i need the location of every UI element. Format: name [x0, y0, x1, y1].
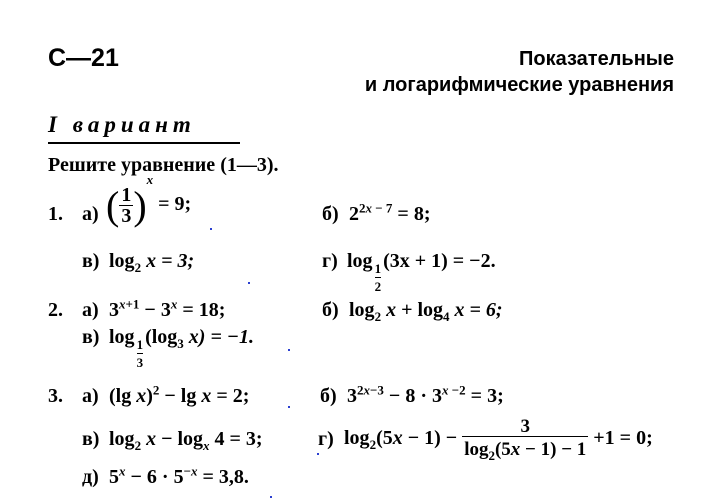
instruction: Решите уравнение (1—3).	[48, 154, 279, 176]
scan-speck	[270, 496, 272, 498]
problem-1a-label: а)	[82, 203, 99, 225]
problem-1v-rhs: x = 3;	[141, 250, 195, 272]
scan-speck	[317, 453, 319, 455]
variant-heading: I вариант	[48, 112, 196, 137]
problem-1b-rhs: = 8;	[392, 203, 431, 225]
worksheet-title-line1: Показательные	[519, 48, 674, 70]
problem-1g-label: г)	[322, 250, 338, 272]
problem-1a-equation: ( $\frac{1}{3}$ )$^x$ = 9;	[106, 172, 192, 228]
scan-speck	[210, 228, 212, 230]
problem-2a-label: а)	[82, 299, 99, 321]
problem-3-number: 3.	[48, 385, 63, 407]
worksheet-code: С—21	[48, 44, 119, 72]
problem-2-number: 2.	[48, 299, 63, 321]
problem-3b-equation: $3^{2x-3} - 8 \cdot 3^{x -2} = 3$;	[347, 382, 504, 407]
problem-3d-equation: $5^x - 6 \cdot 5^{-x} = 3,8$.	[109, 463, 249, 488]
problem-3a-equation: (lg x)$^2$ − lg x = 2;	[109, 382, 250, 407]
problem-3a-label: а)	[82, 385, 99, 407]
scan-speck	[288, 406, 290, 408]
worksheet-title-line2: и логарифмические уравнения	[364, 74, 674, 96]
problem-1b-equation: $2^{2x - 7} = 8$;	[349, 200, 431, 225]
problem-2a-rhs: = 18;	[177, 299, 226, 321]
problem-1v-label: в)	[82, 250, 100, 272]
problem-1g-rhs: (3x + 1) = −2.	[383, 250, 496, 272]
problem-2v-equation: log $\frac{1}{3}$ ($\log_3$ x) = −1.	[109, 326, 254, 370]
scan-speck	[288, 349, 290, 351]
problem-3g-equation: $\log_2(5x - 1)$ − $\frac{3}{\log_2(5x - 1) - 1}$ +1 = 0;	[344, 416, 653, 463]
problem-3g-label: г)	[318, 428, 334, 450]
problem-3b-label: б)	[320, 385, 337, 407]
problem-2b-rhs: x = 6;	[449, 299, 503, 321]
problem-2a-equation: $3^{x+1} - 3^x = 18$;	[109, 296, 226, 321]
problem-3d-label: д)	[82, 466, 99, 488]
variant-underline	[48, 142, 240, 144]
problem-3v-equation: $\log_2 x - \log_x 4 = 3$;	[109, 428, 263, 453]
problem-1v-equation: $\log_2 x = 3$;	[109, 250, 195, 275]
problem-2v-rhs: x) = −1.	[183, 326, 254, 348]
problem-2b-label: б)	[322, 299, 339, 321]
scan-speck	[248, 282, 250, 284]
problem-2v-label: в)	[82, 326, 100, 348]
problem-1-number: 1.	[48, 203, 63, 225]
problem-3d-rhs: = 3,8.	[197, 466, 249, 488]
problem-2b-equation: $\log_2 x + \log_4 x = 6$;	[349, 299, 503, 324]
problem-1b-label: б)	[322, 203, 339, 225]
problem-3v-label: в)	[82, 428, 100, 450]
problem-1g-equation: log $\frac{1}{2}$ (3x + 1) = −2.	[347, 250, 496, 294]
